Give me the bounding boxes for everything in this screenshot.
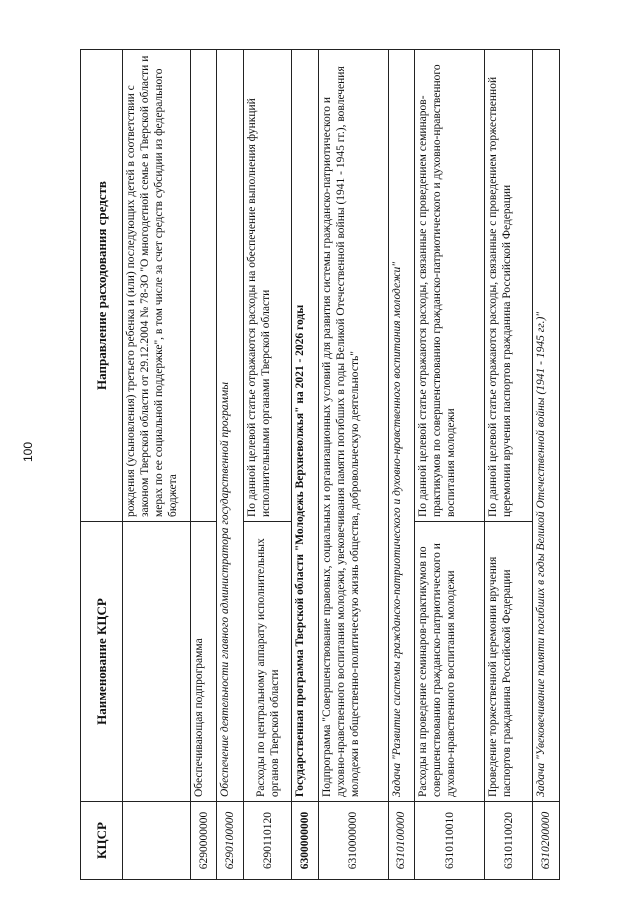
cell-direction: По данной целевой статье отражаются расходы, связанные с проведением семинаров-практикумов по совершенствованию гражданско-патриотического и духовно-нравственного воспитания молодежи [415,50,485,522]
cell-code: 6290110120 [243,802,291,880]
table-row [485,50,533,880]
cell-name: Подпрограмма "Совершенствование правовых, социальных и организационных условий для развития системы гражданско-патриотического и духовно-нравственного воспитания молодежи, увековечивания памяти погибших в годы Великой Отечественной войны (1941 - 1945 гг.), вовлечения молодежи в общественно-политическую жизнь общества, добровольческую деятельность" [318,50,388,802]
cell-direction [191,50,217,522]
page-number: 100 [21,441,35,463]
cell-name: Задача "Увековечивание памяти погибших в годы Великой Отечественной войны (1941 - 1945 гг.)" [533,50,560,802]
table-row [318,50,388,880]
table-row [533,50,560,880]
table-row [388,50,414,880]
table-row [415,50,485,880]
cell-name: Расходы по центральному аппарату исполнительных органов Тверской области [243,522,291,802]
cell-code: 6310000000 [318,802,388,880]
cell-code: 6290000000 [191,802,217,880]
table-row [243,50,291,880]
kcsr-table [80,49,560,880]
table-row [217,50,243,880]
cell-name [123,522,191,802]
table-header-row [81,50,123,880]
cell-code [123,802,191,880]
header-code: КЦСР [81,802,123,880]
header-direction: Направление расходования средств [81,50,123,522]
cell-code: 6310100000 [388,802,414,880]
header-name: Наименование КЦСР [81,522,123,802]
cell-code: 6290100000 [217,802,243,880]
table-row-continuation [123,50,191,880]
cell-name: Расходы на проведение семинаров-практикумов по совершенствованию гражданско-патриотического и духовно-нравственного воспитания молодежи [415,522,485,802]
cell-name: Проведение торжественной церемонии вручения паспортов гражданина Российской Федерации [485,522,533,802]
cell-direction: По данной целевой статье отражаются расходы, связанные с проведением торжественной церемонии вручения паспортов гражданина Российской Федерации [485,50,533,522]
cell-name: Задача "Развитие системы гражданско-патриотического и духовно-нравственного воспитания молодежи" [388,50,414,802]
cell-direction: По данной целевой статье отражаются расходы на обеспечение выполнения функций исполнительными органами Тверской области [243,50,291,522]
cell-code: 6300000000 [292,802,318,880]
cell-code: 6310110020 [485,802,533,880]
table-row [191,50,217,880]
rotated-table-container [80,50,560,880]
cell-name: Обеспечивающая подпрограмма [191,522,217,802]
table-row [292,50,318,880]
cell-code: 6310200000 [533,802,560,880]
cell-code: 6310110010 [415,802,485,880]
cell-name: Государственная программа Тверской области "Молодежь Верхневолжья" на 2021 - 2026 годы [292,50,318,802]
cell-direction: рождения (усыновления) третьего ребенка и (или) последующих детей в соответствии с законом Тверской области от 29.12.2004 № 78-ЗО "О многодетной семье в Тверской области и мерах по ее социальной поддержке", в том числе за счет средств субсидии из федерального бюджета [123,50,191,522]
cell-name: Обеспечение деятельности главного администратора государственной программы [217,50,243,802]
